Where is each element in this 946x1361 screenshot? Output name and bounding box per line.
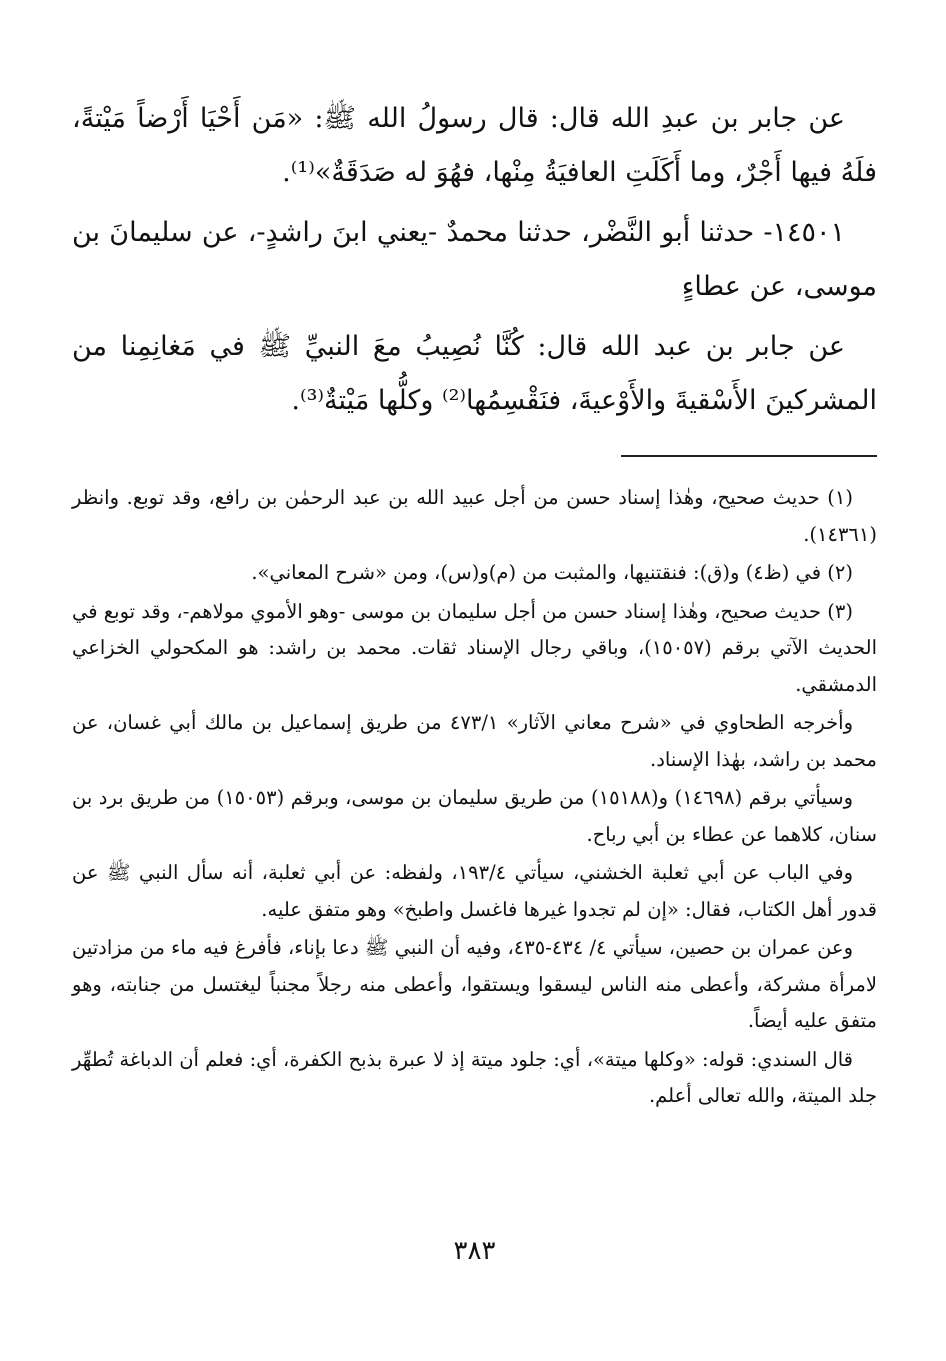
- footnote-divider: [621, 455, 877, 457]
- footnote: قال السندي: قوله: «وكلها ميتة»، أي: جلود ميتة إذ لا عبرة بذبح الكفرة، أي: فعلم أن الدباغة تُطهِّر جلد الميتة، والله تعالى أعلم.: [72, 1047, 877, 1107]
- isnad-paragraph: ١٤٥٠١- حدثنا أبو النَّضْر، حدثنا محمدٌ -يعني ابنَ راشدٍ-، عن سليمانَ بن موسى، عن عطاءٍ: [72, 217, 877, 302]
- footnote: وعن عمران بن حصين، سيأتي ٤/ ٤٣٤-٤٣٥، وفيه أن النبي ﷺ دعا بإناء، فأفرغ فيه ماء من مزادتين لامرأة مشركة، وأعطى منه الناس ليسقوا ويستقوا، وأعطى منه رجلاً مجنباً ليغتسل من جنابته، وهو متفق عليه أيضاً.: [72, 936, 877, 1032]
- footnote: وأخرجه الطحاوي في «شرح معاني الآثار» ٤٧٣/١ من طريق إسماعيل بن مالك أبي غسان، عن محمد بن راشد، بهٰذا الإسناد.: [72, 711, 877, 771]
- page-number: ٣٨٣: [453, 1236, 496, 1266]
- footnote: (٣) حديث صحيح، وهٰذا إسناد حسن من أجل سليمان بن موسى -وهو الأموي مولاهم-، وقد توبع في الحديث الآتي برقم (١٥٠٥٧)، وباقي رجال الإسناد ثقات. محمد بن راشد: هو المكحولي الخزاعي الدمشقي.: [71, 599, 878, 696]
- footnotes: [72, 480, 877, 1117]
- main-text: [72, 92, 877, 428]
- hadith-paragraph: عن جابر بن عبدِ الله قال: قال رسولُ الله ﷺ: «مَن أَحْيَا أَرْضاً مَيْتةً، فلَهُ فيها أَجْرٌ، وما أَكَلَتِ العافيَةُ مِنْها، فهُوَ له صَدَقَةٌ»⁽¹⁾.: [72, 103, 877, 188]
- footnote: وفي الباب عن أبي ثعلبة الخشني، سيأتي ١٩٣/٤، ولفظه: عن أبي ثعلبة، أنه سأل النبي ﷺ عن قدور أهل الكتاب، فقال: «إن لم تجدوا غيرها فاغسل واطبخ» وهو متفق عليه.: [72, 861, 877, 921]
- footnote: وسيأتي برقم (١٤٦٩٨) و(١٥١٨٨) من طريق سليمان بن موسى، وبرقم (١٥٠٥٣) من طريق برد بن سنان، كلاهما عن عطاء بن أبي رباح.: [72, 786, 877, 846]
- footnote: (٢) في (ظ٤) و(ق): فنقتنيها، والمثبت من (م)و(س)، ومن «شرح المعاني».: [251, 561, 853, 584]
- footnote: (١) حديث صحيح، وهٰذا إسناد حسن من أجل عبيد الله بن عبد الرحمٰن بن رافع، وقد توبع. وانظر (١٤٣٦١).: [72, 486, 877, 546]
- hadith-paragraph: عن جابر بن عبد الله قال: كُنَّا نُصِيبُ معَ النبيِّ ﷺ في مَغانِمِنا من المشركينَ الأَسْقيةَ والأَوْعيةَ، فنَقْسِمُها⁽²⁾ وكلُّها مَيْتةٌ⁽³⁾.: [72, 331, 877, 416]
- book-page: [72, 0, 877, 1361]
